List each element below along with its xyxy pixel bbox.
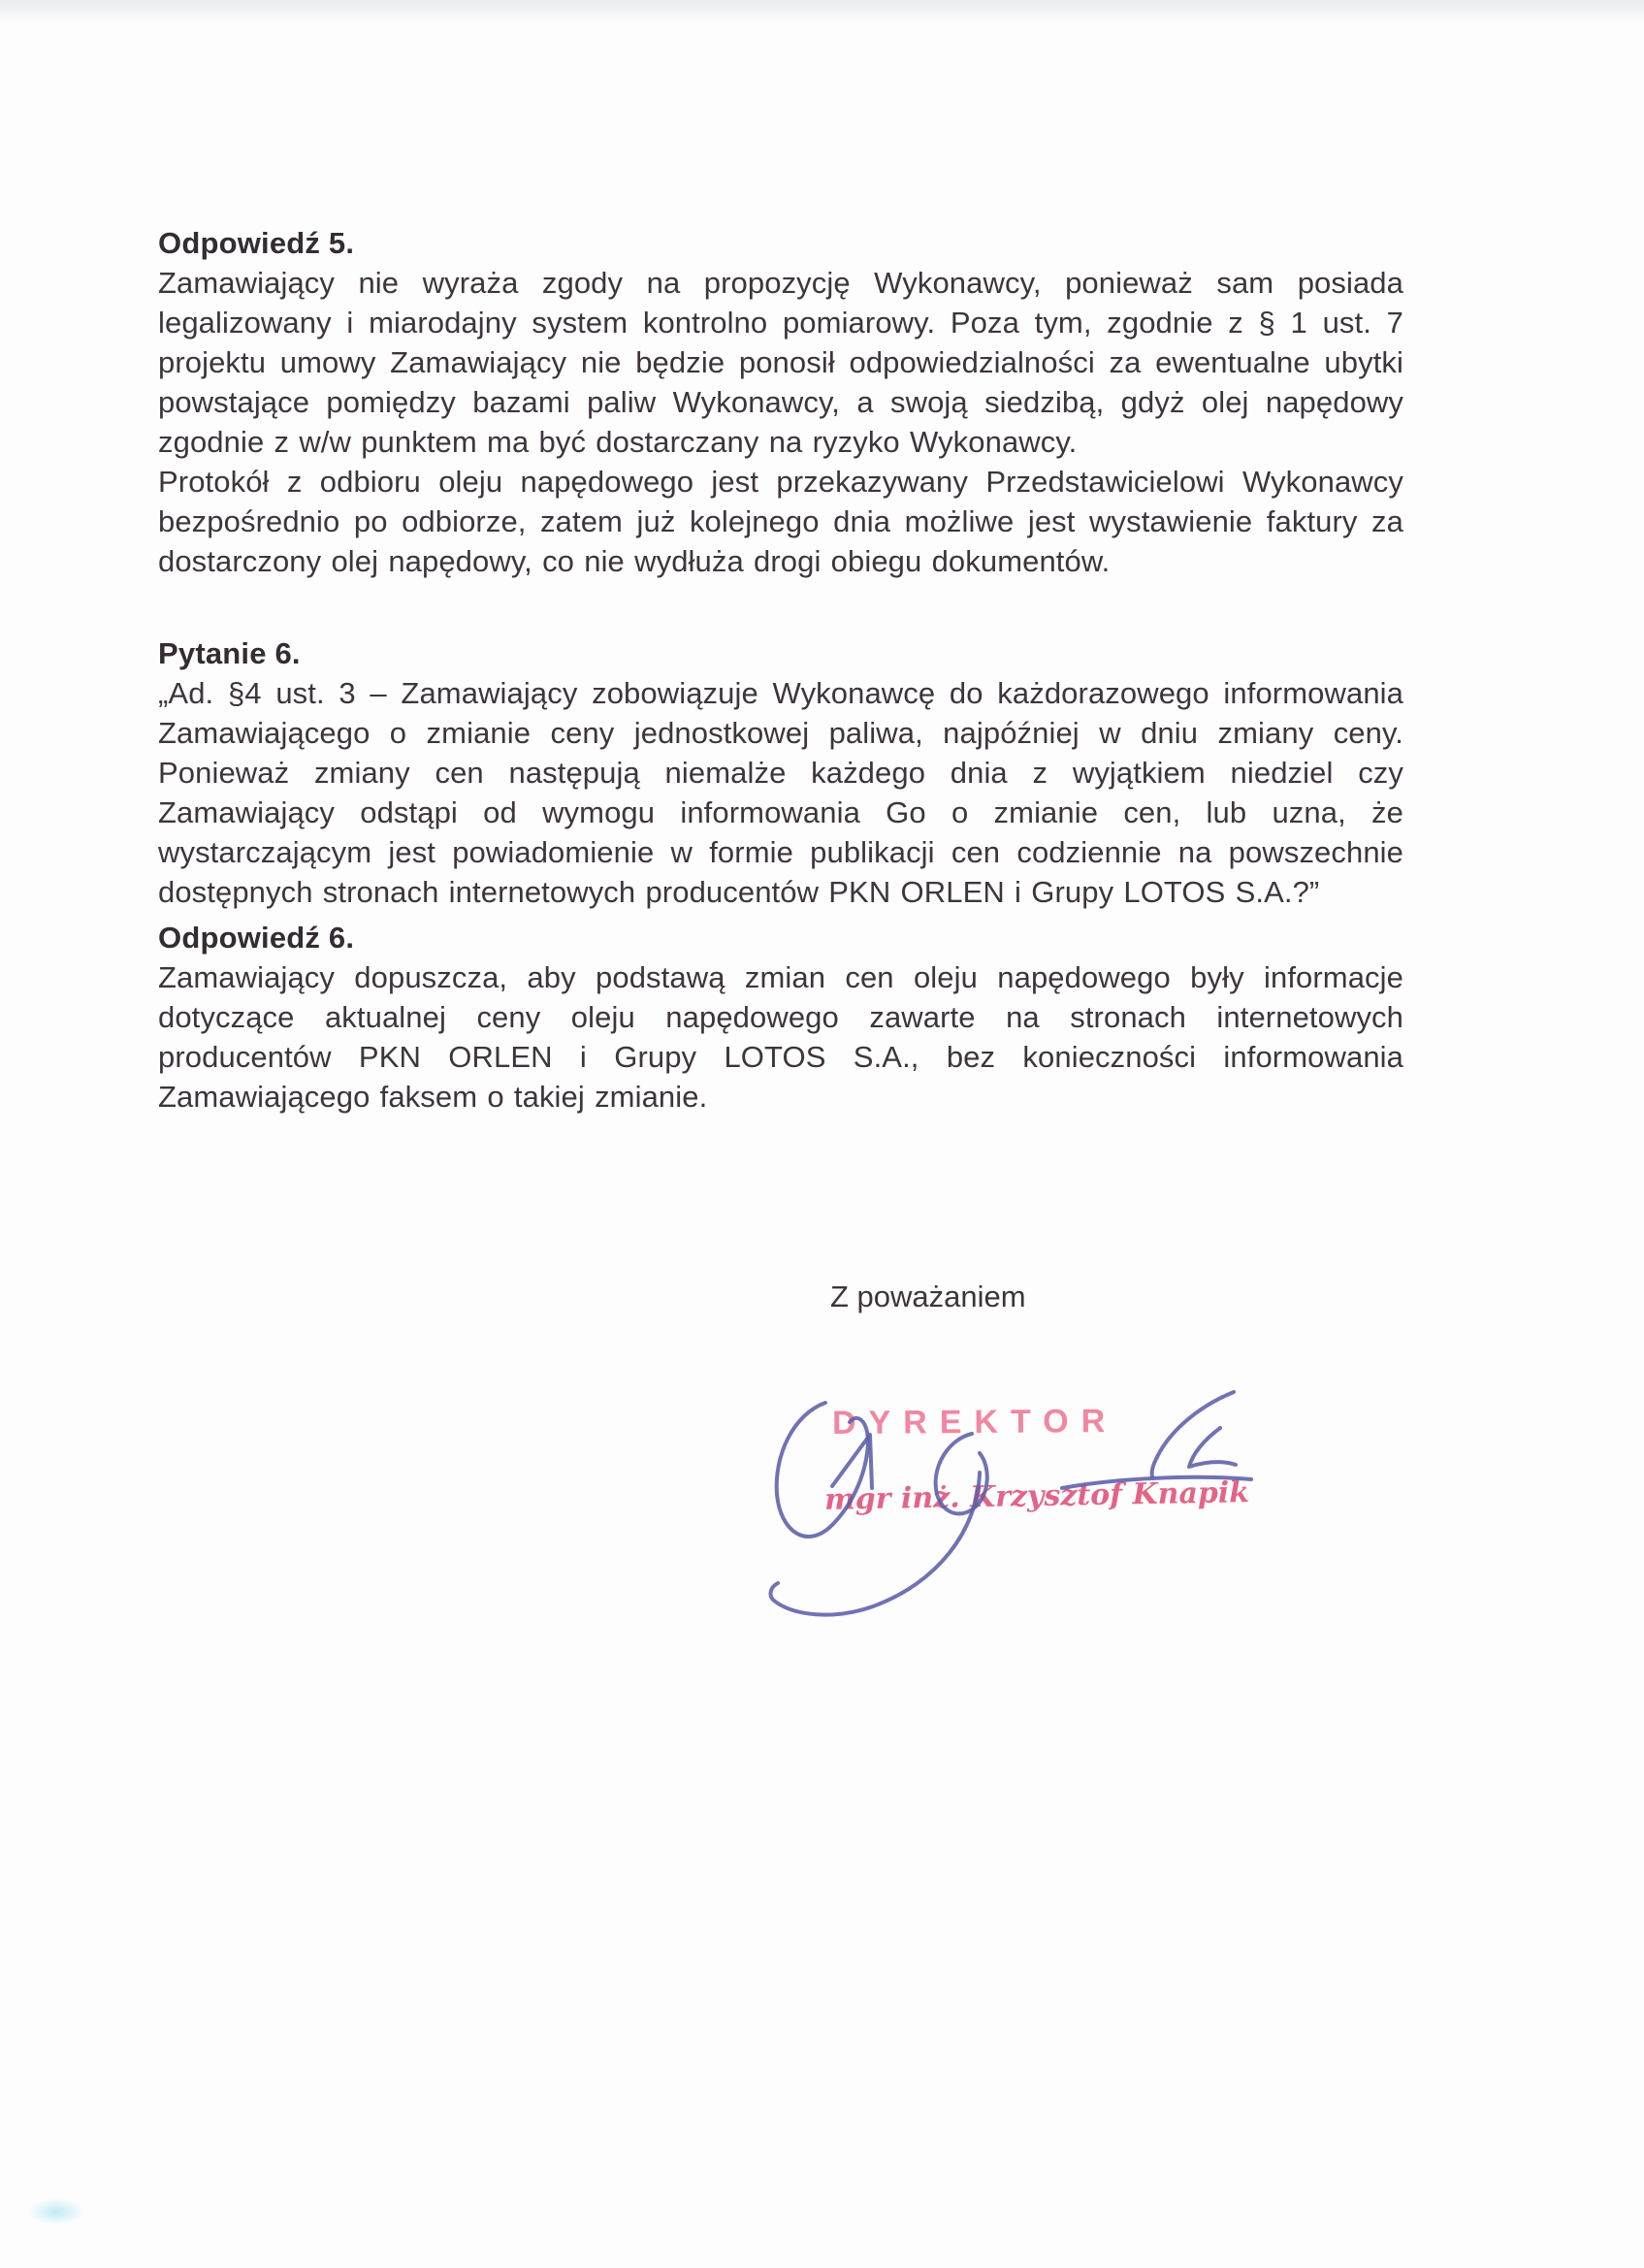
handwritten-signature: [747, 1376, 1271, 1628]
answer-6-paragraph: Zamawiający dopuszcza, aby podstawą zmian cen oleju napędowego były informacje dotyczące aktualnej ceny oleju napędowego zawarte na stronach internetowych producentów PKN ORLEN i Grupy LOTOS S.A., bez konieczności informowania Zamawiającego faksem o takiej zmianie.: [158, 960, 1403, 1114]
question-6-paragraph: „Ad. §4 ust. 3 – Zamawiający zobowiązuje Wykonawcę do każdorazowego informowania Zamawiającego o zmianie ceny jednostkowej paliwa, najpóźniej w dniu zmiany ceny. Ponieważ zmiany cen następują niemalże każdego dnia z wyjątkiem niedziel czy Zamawiający odstąpi od wymogu informowania Go o zmianie cen, lub uzna, że wystarczającym jest powiadomienie w formie publikacji cen codziennie na powszechnie dostępnych stronach internetowych producentów PKN ORLEN i Grupy LOTOS S.A.?”: [158, 676, 1403, 909]
section-question-6: [158, 633, 1403, 912]
section-answer-6: [158, 918, 1403, 1117]
scan-smudge: [27, 2198, 85, 2225]
answer-6-heading: Odpowiedź 6.: [158, 921, 355, 955]
section-answer-5: [158, 223, 1403, 581]
letter-body: [158, 0, 1403, 1117]
answer-5-paragraph-2: Protokół z odbioru oleju napędowego jest przekazywany Przedstawicielowi Wykonawcy bezpośrednio po odbiorze, zatem już kolejnego dnia możliwe jest wystawienie faktury za dostarczony olej napędowy, co nie wydłuża drogi obiegu dokumentów.: [158, 465, 1403, 578]
question-6-heading: Pytanie 6.: [158, 636, 301, 670]
closing-salutation: Z poważaniem: [830, 1280, 1026, 1313]
answer-5-heading: Odpowiedź 5.: [158, 226, 355, 260]
director-stamp-title: DYREKTOR: [831, 1402, 1118, 1442]
signer-name-stamp: mgr inż. Krzysztof Knapik: [823, 1475, 1250, 1517]
answer-5-paragraph-1: Zamawiający nie wyraża zgody na propozycję Wykonawcy, ponieważ sam posiada legalizowany i miarodajny system kontrolno pomiarowy. Poza tym, zgodnie z § 1 ust. 7 projektu umowy Zamawiający nie będzie ponosił odpowiedzialności za ewentualne ubytki powstające pomiędzy bazami paliw Wykonawcy, a swoją siedzibą, gdyż olej napędowy zgodnie z w/w punktem ma być dostarczany na ryzyko Wykonawcy.: [158, 266, 1403, 459]
